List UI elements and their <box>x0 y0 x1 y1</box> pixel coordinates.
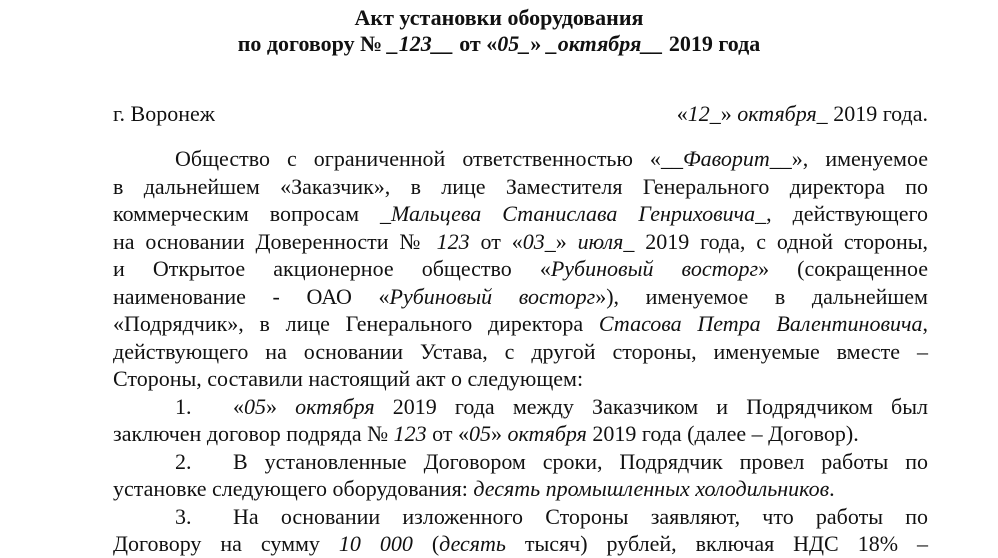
p1-l5-c: » (сокращенное <box>758 256 928 281</box>
p1-l4-e: » <box>555 228 578 254</box>
i1-l1-a: « <box>233 393 244 419</box>
customer-representative: Мальцева Станислава Генриховича_ <box>390 201 767 226</box>
title-contract-no: _123__ <box>387 31 454 56</box>
title-year: 2019 года <box>663 31 761 56</box>
p1-l1-c: », именуемое <box>791 146 928 171</box>
p1-line3 <box>113 200 928 228</box>
i1-l2-e: » <box>490 421 508 446</box>
p1-line4 <box>113 228 928 256</box>
item-1-line1 <box>233 393 928 421</box>
i1-month: октября <box>295 393 375 419</box>
title-from: от « <box>453 31 498 56</box>
customer-name: __Фаворит__ <box>660 146 792 171</box>
title-close: » <box>530 31 547 56</box>
i3-l2-e: тысяч) рублей, включая НДС 18% – <box>505 531 928 556</box>
date-open: « <box>676 101 688 126</box>
p1-l7-c: , <box>922 311 928 336</box>
contract-number: 123 <box>393 421 427 446</box>
title-month: _октября__ <box>546 31 664 56</box>
item-3-number: 3. <box>175 503 192 529</box>
p1-l7-a: «Подрядчик», в лице Генерального директора <box>113 311 599 336</box>
poa-day: 03_ <box>522 228 556 254</box>
poa-month: июля_ <box>577 228 635 254</box>
item-2-number: 2. <box>175 448 192 474</box>
p1-line9: Стороны, составили настоящий акт о следующем: <box>113 366 584 391</box>
p1-l5-a: и Открытое акционерное общество « <box>113 256 551 281</box>
i2-l2-a: установке следующего оборудования: <box>113 476 474 501</box>
date-close: » <box>720 101 738 126</box>
date-line <box>677 100 928 128</box>
date-day: 12_ <box>687 101 721 126</box>
contract-month: октября <box>507 421 587 446</box>
p1-l3-c: , действующего <box>766 201 928 226</box>
i2-l2-c: . <box>829 476 835 501</box>
title-prefix: по договору № <box>237 31 388 56</box>
p1-line2: в дальнейшем «Заказчик», в лице Заместителя Генерального директора по <box>113 173 928 199</box>
title-line1: Акт установки оборудования <box>354 5 644 30</box>
i1-l2-c: от « <box>426 421 469 446</box>
doc-title <box>0 5 998 31</box>
contractor-director: Стасова Петра Валентиновича <box>598 311 923 336</box>
i1-l2-a: заключен договор подряда № <box>113 421 394 446</box>
p1-l3-a: коммерческим вопросам _ <box>113 201 391 226</box>
p1-l4-g: 2019 года, с одной стороны, <box>634 228 929 254</box>
contractor-short-name: Рубиновый восторг <box>389 283 596 309</box>
contract-day: 05 <box>468 421 491 446</box>
amount: 10 000 <box>338 531 413 556</box>
item-1-number: 1. <box>175 393 192 419</box>
i1-l1-c: » <box>266 393 296 419</box>
poa-number: 123 <box>436 228 470 254</box>
p1-l1-a: Общество с ограниченной ответственностью « <box>175 146 661 171</box>
p1-line5 <box>113 255 928 283</box>
item-3-line2 <box>113 530 928 558</box>
p1-line6 <box>113 283 928 311</box>
p1-line1 <box>175 145 928 173</box>
p1-l6-a: наименование - ОАО « <box>113 283 390 309</box>
p1-l4-a: на основании Доверенности № <box>113 228 437 254</box>
date-month: октября_ <box>737 101 828 126</box>
i3-l2-c: ( <box>412 531 440 556</box>
doc-subtitle <box>0 31 998 57</box>
title-day: 05_ <box>497 31 531 56</box>
contractor-name: Рубиновый восторг <box>550 256 759 281</box>
p1-line7 <box>113 310 928 338</box>
item-1-line2 <box>113 420 928 448</box>
item-3-line1: На основании изложенного Стороны заявляют, что работы по <box>233 503 928 529</box>
item-2-line2 <box>113 475 928 503</box>
date-year: 2019 года. <box>827 101 928 126</box>
item-2-line1: В установленные Договором сроки, Подрядчик провел работы по <box>233 448 928 474</box>
p1-l4-c: от « <box>469 228 523 254</box>
equipment: десять промышленных холодильников <box>473 476 830 501</box>
i1-l2-g: 2019 года (далее – Договор). <box>586 421 859 446</box>
i3-l2-a: Договору на сумму <box>113 531 339 556</box>
i1-day: 05 <box>244 393 266 419</box>
city: г. Воронеж <box>113 101 215 126</box>
amount-words: десять <box>439 531 506 556</box>
i1-l1-e: 2019 года между Заказчиком и Подрядчиком был <box>374 393 928 419</box>
p1-line8: действующего на основании Устава, с другой стороны, именуемые вместе – <box>113 338 928 364</box>
p1-l6-c: »), именуемое в дальнейшем <box>595 283 928 309</box>
